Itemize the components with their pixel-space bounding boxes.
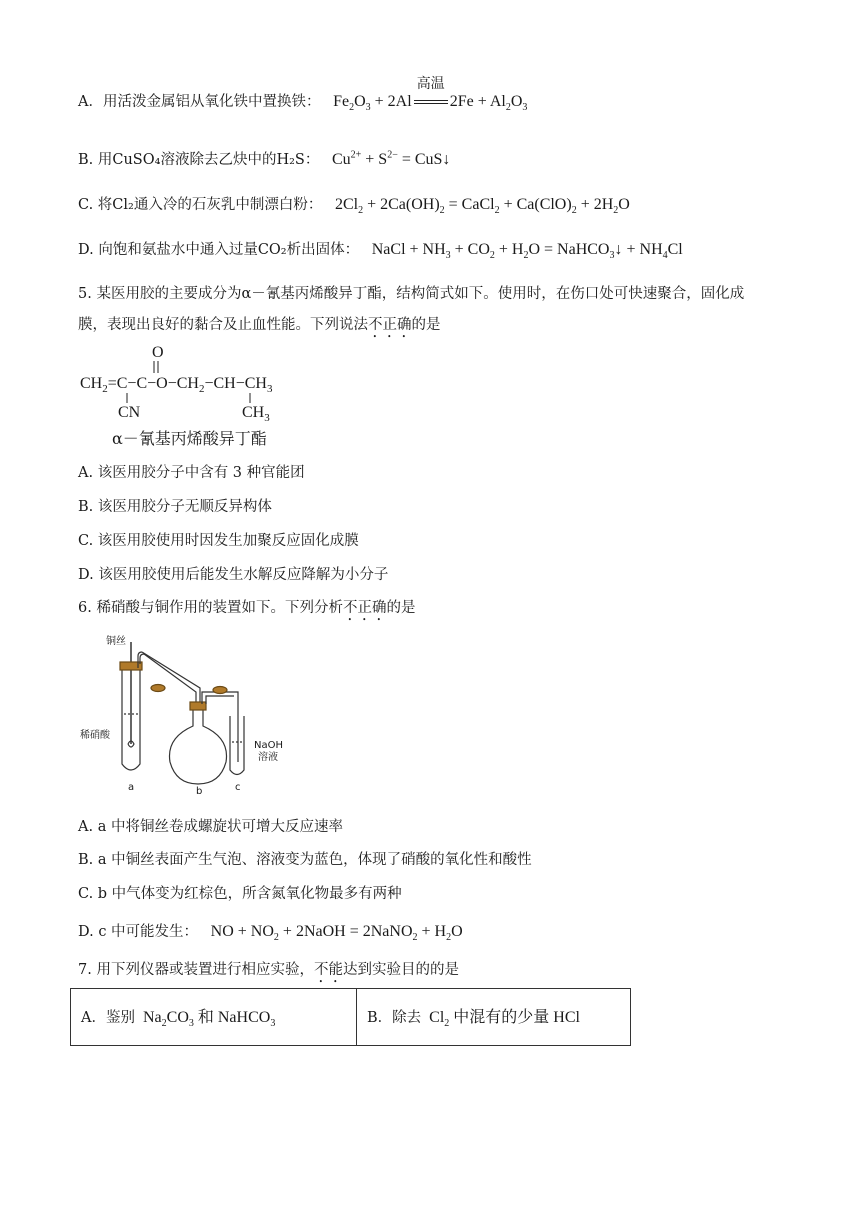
main-chain: $CH_2=C-C-O-CH_2-CH-CH_3$ — [80, 375, 273, 395]
q7-b-formula: $Cl_2$ 中混有的少量 HCl — [429, 1009, 580, 1030]
apparatus-diagram — [78, 634, 308, 794]
label-a: a — [128, 782, 135, 793]
q5-option-d: D. 该医用胶使用后能发生水解反应降解为小分子 — [78, 567, 389, 583]
q5-option-b: B. 该医用胶分子无顺反异构体 — [78, 499, 272, 515]
q5-stem-line2: 膜，表现出良好的黏合及止血性能。下列说法不正确的是 — [78, 317, 441, 333]
q7-cell-a: A．鉴别 $Na_2CO_3$ 和 NaHCO$_3$ — [71, 989, 357, 1046]
q7-a-formula: $Na_2CO_3$ 和 NaHCO$_3$ — [142, 1009, 276, 1030]
q4-option-c: C. 将Cl₂通入冷的石灰乳中制漂白粉： $2Cl_2 + 2Ca(OH)_2$ = CaCl$_2$ + $Ca(ClO)_2 + 2H_2O$ — [78, 196, 630, 217]
q7-cell-b: B．除去 $Cl_2$ 中混有的少量 HCl — [357, 989, 631, 1046]
structure-formula — [80, 343, 340, 423]
label-solution: 溶液 — [258, 752, 278, 763]
q5-option-a: A. 该医用胶分子中含有 3 种官能团 — [78, 465, 305, 481]
cyano-group: CN — [118, 404, 141, 421]
methyl-branch: $CH_3$ — [242, 404, 270, 423]
q7-options-table — [70, 988, 631, 1046]
q6-option-a: A. a 中将铜丝卷成螺旋状可增大反应速率 — [78, 819, 343, 835]
q5-option-c: C. 该医用胶使用时因发生加聚反应固化成膜 — [78, 533, 359, 549]
structure-name: α－氰基丙烯酸异丁酯 — [112, 429, 267, 448]
label-dilute-nitric-acid: 稀硝酸 — [80, 730, 110, 741]
q5-stem-line1: 5. 某医用胶的主要成分为α－氰基丙烯酸异丁酯，结构简式如下。使用时，在伤口处可快速聚合，固化成 — [78, 286, 745, 302]
q6-stem: 6. 稀硝酸与铜作用的装置如下。下列分析不正确的是 — [78, 600, 416, 616]
q7-stem: 7. 用下列仪器或装置进行相应实验，不能达到实验目的的是 — [78, 962, 459, 978]
label-copper-wire: 铜丝 — [106, 636, 126, 647]
q6-option-b: B. a 中铜丝表面产生气泡、溶液变为蓝色，体现了硝酸的氧化性和酸性 — [78, 852, 532, 868]
q6-option-c: C. b 中气体变为红棕色，所含氮氧化物最多有两种 — [78, 886, 402, 902]
carbonyl-oxygen: O — [152, 344, 164, 361]
q4-option-d: D. 向饱和氨盐水中通入过量CO₂析出固体： NaCl + $NH_3 + CO_2 + H_2O$ = NaHCO$_3$↓ + $NH_4Cl$ — [78, 241, 683, 262]
q4-option-a: A．用活泼金属铝从氧化铁中置换铁： $Fe_2O_3 + 2Al$ 高温 $2Fe + Al_2O_3$ — [78, 77, 528, 114]
q6-d-equation: NO + $NO_2$ + 2NaOH = 2NaNO$_2$ + $H_2O$ — [210, 923, 463, 944]
label-b: b — [196, 786, 203, 794]
q4-d-equation: NaCl + $NH_3 + CO_2 + H_2O$ = NaHCO$_3$↓ + $NH_4Cl$ — [371, 241, 683, 262]
q6-option-d: D. c 中可能发生： NO + $NO_2$ + 2NaOH = 2NaNO$_2$ + $H_2O$ — [78, 923, 463, 944]
q4-c-equation: $2Cl_2 + 2Ca(OH)_2$ = CaCl$_2$ + $Ca(ClO)_2 + 2H_2O$ — [334, 196, 630, 217]
q4-a-equation: $Fe_2O_3 + 2Al$ 高温 $2Fe + Al_2O_3$ — [333, 77, 528, 114]
label-c: c — [235, 782, 241, 793]
label-naoh: NaOH — [254, 740, 283, 751]
q4-option-b: B. 用CuSO₄溶液除去乙炔中的H₂S： $Cu^{2+} + S^{2-}$ = CuS↓ — [78, 149, 451, 168]
q4-b-equation: $Cu^{2+} + S^{2-}$ = CuS↓ — [331, 149, 451, 168]
